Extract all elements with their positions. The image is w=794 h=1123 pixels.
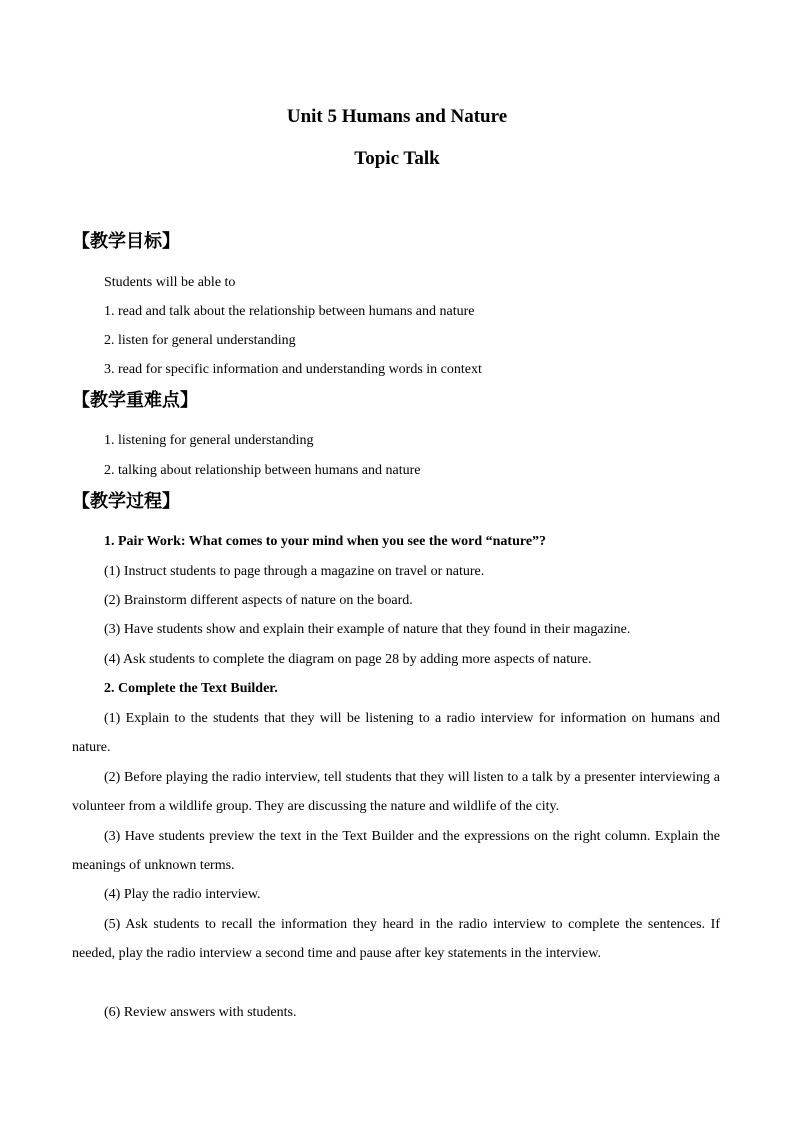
process-heading: 【教学过程】: [72, 491, 180, 512]
objectives-intro: Students will be able to: [104, 275, 236, 290]
objective-item: 1. read and talk about the relationship between humans and nature: [104, 304, 475, 319]
step2-item: (2) Before playing the radio interview, tell students that they will listen to a talk by a presenter interviewing a volunteer from a wildlife group. They are discussing the nature and wildlife of the city.: [72, 770, 720, 815]
step2-title: 2. Complete the Text Builder.: [104, 681, 278, 696]
step1-item: (3) Have students show and explain their example of nature that they found in their magazine.: [104, 622, 631, 637]
document-subtitle: Topic Talk: [354, 148, 440, 169]
step2-item: (4) Play the radio interview.: [104, 887, 261, 902]
step2-item: (3) Have students preview the text in the Text Builder and the expressions on the right column. Explain the meanings of unknown terms.: [72, 829, 720, 874]
objective-item: 3. read for specific information and understanding words in context: [104, 362, 482, 377]
objectives-heading: 【教学目标】: [72, 231, 180, 252]
objective-item: 2. listen for general understanding: [104, 333, 296, 348]
step1-item: (2) Brainstorm different aspects of nature on the board.: [104, 593, 413, 608]
step1-item: (1) Instruct students to page through a magazine on travel or nature.: [104, 564, 485, 579]
key-point-item: 1. listening for general understanding: [104, 433, 314, 448]
step2-item: (5) Ask students to recall the information they heard in the radio interview to complete the sentences. If needed, play the radio interview a second time and pause after key statements in the interview.: [72, 917, 720, 962]
key-points-heading: 【教学重难点】: [72, 390, 198, 411]
key-point-item: 2. talking about relationship between humans and nature: [104, 463, 421, 478]
step2-item: (6) Review answers with students.: [104, 1005, 297, 1020]
step1-item: (4) Ask students to complete the diagram on page 28 by adding more aspects of nature.: [104, 652, 592, 667]
step2-item: (1) Explain to the students that they will be listening to a radio interview for information on humans and nature.: [72, 711, 720, 756]
document-title: Unit 5 Humans and Nature: [286, 106, 508, 127]
step1-title: 1. Pair Work: What comes to your mind when you see the word “nature”?: [104, 534, 547, 549]
